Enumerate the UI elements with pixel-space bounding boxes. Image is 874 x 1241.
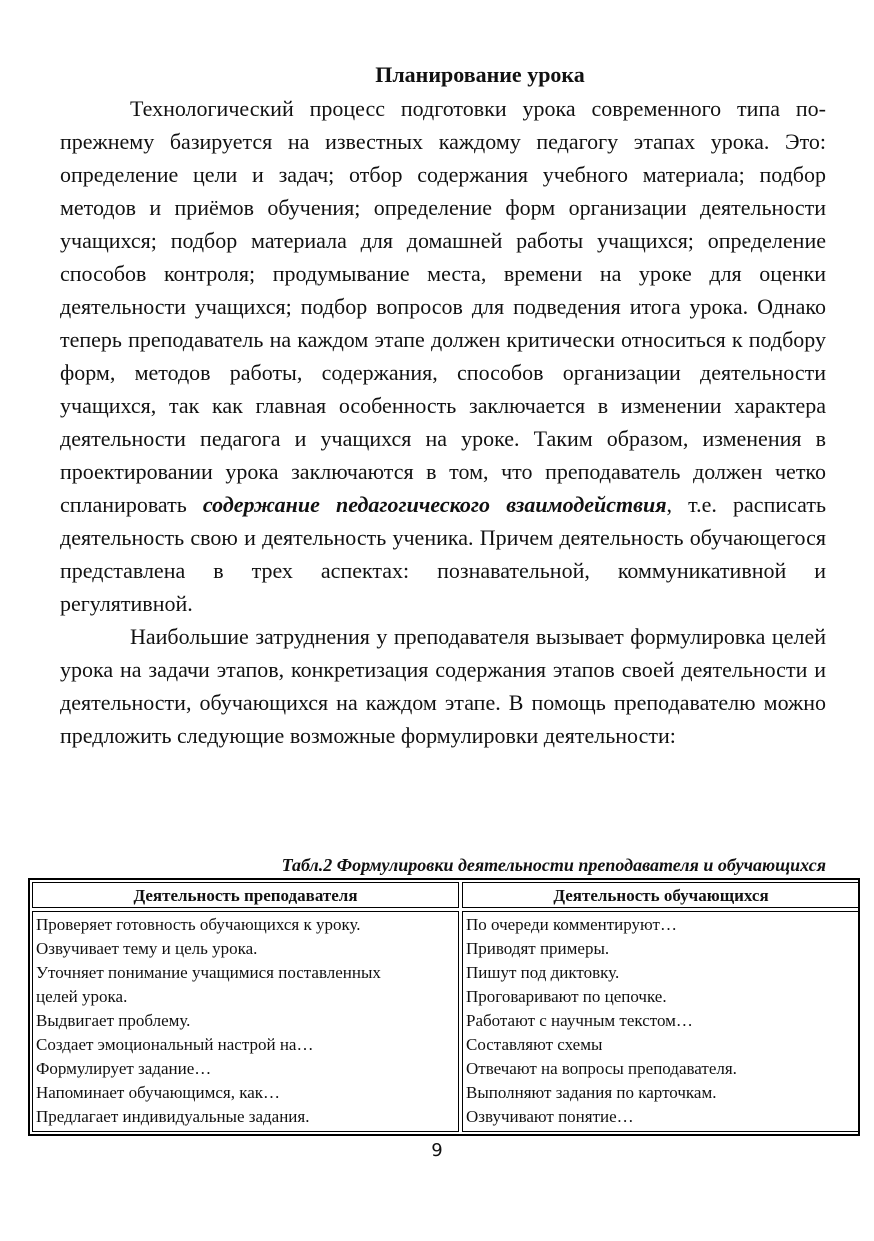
teacher-activities xyxy=(32,911,459,1132)
teacher-activity: Озвучивает тему и цель урока. xyxy=(36,939,258,958)
table-header-students: Деятельность обучающихся xyxy=(462,882,860,908)
table-header-teacher: Деятельность преподавателя xyxy=(32,882,459,908)
teacher-activity: Предлагает индивидуальные задания. xyxy=(36,1107,310,1126)
student-activity: Пишут под диктовку. xyxy=(466,963,620,982)
page-number: 9 xyxy=(431,1140,443,1161)
teacher-activity: Создает эмоциональный настрой на… xyxy=(36,1035,314,1054)
student-activities xyxy=(462,911,860,1132)
student-activity: Приводят примеры. xyxy=(466,939,610,958)
student-activity: Отвечают на вопросы преподавателя. xyxy=(466,1059,737,1078)
activity-table xyxy=(28,878,860,1136)
emphasis-text: содержание педагогического взаимодействия xyxy=(202,492,667,517)
page-title: Планирование урока xyxy=(375,62,585,87)
student-activity: Озвучивают понятие… xyxy=(466,1107,634,1126)
teacher-activity: целей урока. xyxy=(36,987,128,1006)
paragraph-1 xyxy=(60,92,826,620)
student-activity: Выполняют задания по карточкам. xyxy=(466,1083,717,1102)
student-activity: Составляют схемы xyxy=(466,1035,603,1054)
student-activity: Работают с научным текстом… xyxy=(466,1011,693,1030)
teacher-activity: Уточняет понимание учащимися поставленных xyxy=(36,963,381,982)
teacher-activity: Формулирует задание… xyxy=(36,1059,212,1078)
table-caption: Табл.2 Формулировки деятельности преподавателя и обучающихся xyxy=(281,855,826,875)
main-text xyxy=(60,92,826,752)
teacher-activity: Напоминает обучающимся, как… xyxy=(36,1083,281,1102)
paragraph-2: Наибольшие затруднения у преподавателя вызывает формулировка целей урока на задачи этапов, конкретизация содержания этапов своей деятельности и деятельности, обучающихся на каждом этапе. В помощь преподавателю можно предложить следующие возможные формулировки деятельности: xyxy=(60,624,826,748)
teacher-activity: Проверяет готовность обучающихся к уроку. xyxy=(36,915,361,934)
teacher-activity: Выдвигает проблему. xyxy=(36,1011,191,1030)
student-activity: По очереди комментируют… xyxy=(466,915,677,934)
paragraph-1-part-2: , т.е. расписать деятельность свою и деятельность ученика. Причем деятельность обучающегося представлена в трех аспектах: познавательной, коммуникативной и регулятивной. xyxy=(60,492,826,616)
paragraph-1-part-1: Технологический процесс подготовки урока современного типа по-прежнему базируется на известных каждому педагогу этапах урока. Это: определение цели и задач; отбор содержания учебного материала; подбор методов и приёмов обучения; определение форм организации деятельности учащихся; подбор материала для домашней работы учащихся; определение способов контроля; продумывание места, времени на уроке для оценки деятельности учащихся; подбор вопросов для подведения итога урока. Однако теперь преподаватель на каждом этапе должен критически относиться к подбору форм, методов работы, содержания, способов организации деятельности учащихся, так как главная особенность заключается в изменении характера деятельности педагога и учащихся на уроке. Таким образом, изменения в проектировании урока заключаются в том, что преподаватель должен четко спланировать xyxy=(60,96,826,517)
student-activity: Проговаривают по цепочке. xyxy=(466,987,667,1006)
